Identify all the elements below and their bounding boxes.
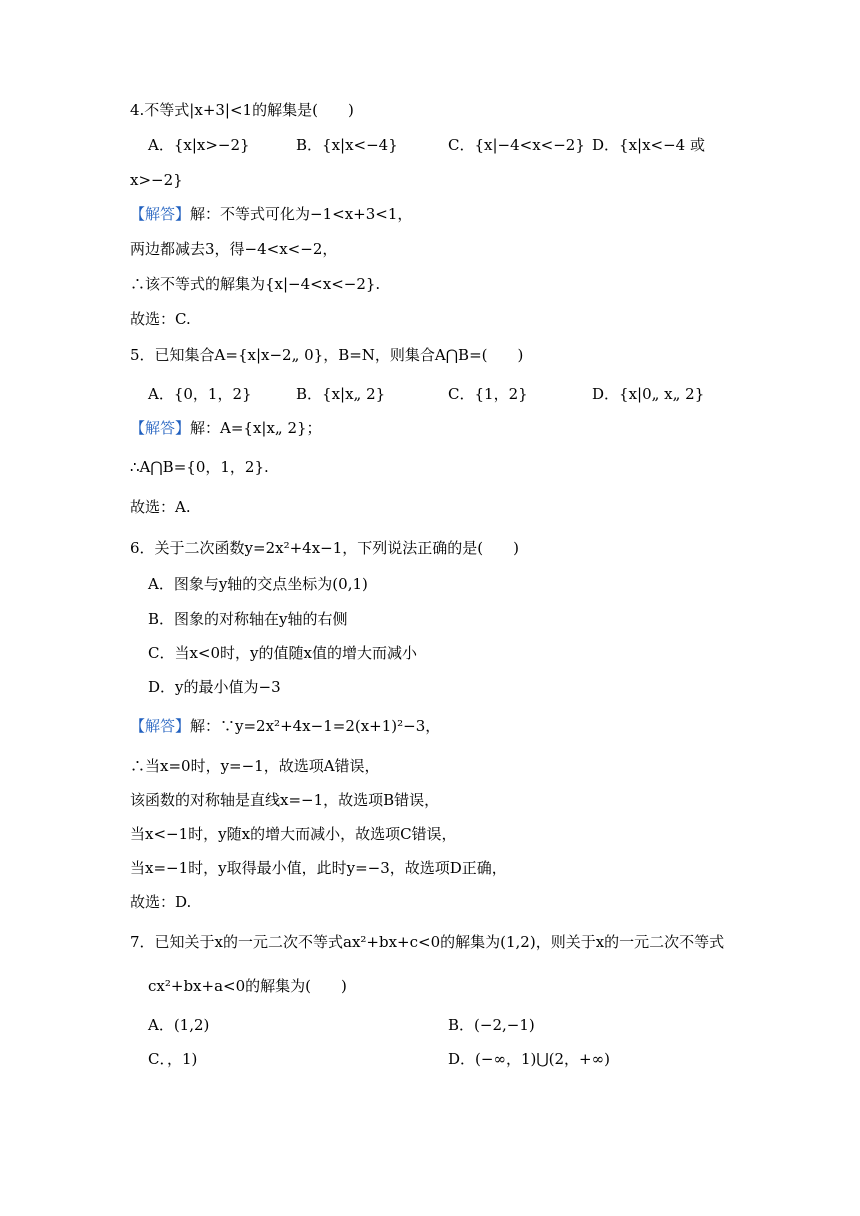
text-line-q5-ans3 <box>130 497 191 517</box>
line-text: D．y的最小值为−3 <box>148 678 281 696</box>
line-text: A．(1,2) <box>148 1016 210 1034</box>
text-line-q4-ans4 <box>130 309 191 329</box>
text-line-q5-A <box>148 384 252 404</box>
line-text: 两边都减去3，得−4<x<−2， <box>130 240 338 258</box>
line-text: D．(−∞，1)⋃(2，+∞) <box>448 1050 610 1068</box>
line-text: C．{x|−4<x<−2} <box>448 136 585 154</box>
line-text: A．{0，1，2} <box>148 385 252 403</box>
line-text: B．{x|x<−4} <box>296 136 398 154</box>
answer-tag: 【解答】 <box>130 717 191 735</box>
text-line-q4-ans1 <box>130 204 412 224</box>
text-line-q4-B <box>296 135 398 155</box>
text-line-q6-A <box>148 574 368 594</box>
text-line-q7-stem1 <box>130 932 724 952</box>
line-text: 解：A={x|x„ 2}； <box>190 419 322 437</box>
answer-tag: 【解答】 <box>130 205 191 223</box>
text-line-q5-stem <box>130 345 523 365</box>
line-text: A．图象与y轴的交点坐标为(0,1) <box>148 575 368 593</box>
text-line-q5-ans1 <box>130 418 322 438</box>
text-line-q7-B <box>448 1015 535 1035</box>
line-text: 该函数的对称轴是直线x=−1，故选项B错误， <box>130 791 440 809</box>
text-line-q6-ans5 <box>130 858 507 878</box>
line-text: 当x<−1时，y随x的增大而减小，故选项C错误， <box>130 825 457 843</box>
text-line-q6-ans4 <box>130 824 457 844</box>
text-line-q5-B <box>296 384 385 404</box>
line-text: D．{x|0„ x„ 2} <box>592 385 705 403</box>
line-text: A．{x|x>−2} <box>148 136 250 154</box>
text-line-q6-B <box>148 609 348 629</box>
text-line-q4-ans2 <box>130 239 337 259</box>
text-line-q5-D <box>592 384 704 404</box>
line-text: 故选：C. <box>130 310 191 328</box>
text-line-q6-ans2 <box>130 756 380 776</box>
text-line-q4-C <box>448 135 585 155</box>
line-text: 故选：A. <box>130 498 191 516</box>
line-text: D．{x|x<−4 或 <box>592 136 705 154</box>
answer-tag: 【解答】 <box>130 419 191 437</box>
line-text: C．{1，2} <box>448 385 528 403</box>
text-line-q6-stem <box>130 538 519 558</box>
text-line-q4-D <box>592 135 705 155</box>
text-line-q5-C <box>448 384 528 404</box>
text-line-q6-D <box>148 677 281 697</box>
text-line-q6-ans1 <box>130 716 440 736</box>
text-line-q4-stem <box>130 100 354 120</box>
line-text: ∴当x=0时，y=−1，故选项A错误， <box>130 757 380 775</box>
text-line-q7-D <box>448 1049 610 1069</box>
line-text: 7．已知关于x的一元二次不等式ax²+bx+c<0的解集为(1,2)，则关于x的一元二次不等式 <box>130 933 725 951</box>
text-line-q4-A <box>148 135 250 155</box>
text-line-q6-ans3 <box>130 790 439 810</box>
text-line-q7-stem2 <box>148 976 347 996</box>
line-text: 解：不等式可化为−1<x+3<1， <box>190 205 413 223</box>
text-line-q5-ans2 <box>130 457 269 477</box>
text-line-q4-D2 <box>130 170 183 190</box>
line-text: 5．已知集合A={x|x−2„ 0}，B=N，则集合A⋂B=( ) <box>130 346 524 364</box>
text-line-q4-ans3 <box>130 274 380 294</box>
text-line-q7-A <box>148 1015 209 1035</box>
line-text: C．，1) <box>148 1050 198 1068</box>
line-text: 解：∵y=2x²+4x−1=2(x+1)²−3， <box>190 717 441 735</box>
line-text: ∴A⋂B={0，1，2}. <box>130 458 269 476</box>
line-text: B．(−2,−1) <box>448 1016 535 1034</box>
line-text: C．当x<0时，y的值随x值的增大而减小 <box>148 644 417 662</box>
line-text: cx²+bx+a<0的解集为( ) <box>148 977 347 995</box>
text-line-q6-C <box>148 643 417 663</box>
text-line-q7-C <box>148 1049 197 1069</box>
line-text: 4.不等式|x+3|<1的解集是( ) <box>130 101 354 119</box>
line-text: 当x=−1时，y取得最小值，此时y=−3，故选项D正确， <box>130 859 507 877</box>
line-text: 故选：D. <box>130 893 192 911</box>
line-text: x>−2} <box>130 171 183 189</box>
line-text: 6．关于二次函数y=2x²+4x−1，下列说法正确的是( ) <box>130 539 519 557</box>
line-text: B．图象的对称轴在y轴的右侧 <box>148 610 348 628</box>
line-text: ∴该不等式的解集为{x|−4<x<−2}. <box>130 275 381 293</box>
line-text: B．{x|x„ 2} <box>296 385 386 403</box>
text-line-q6-ans6 <box>130 892 191 912</box>
